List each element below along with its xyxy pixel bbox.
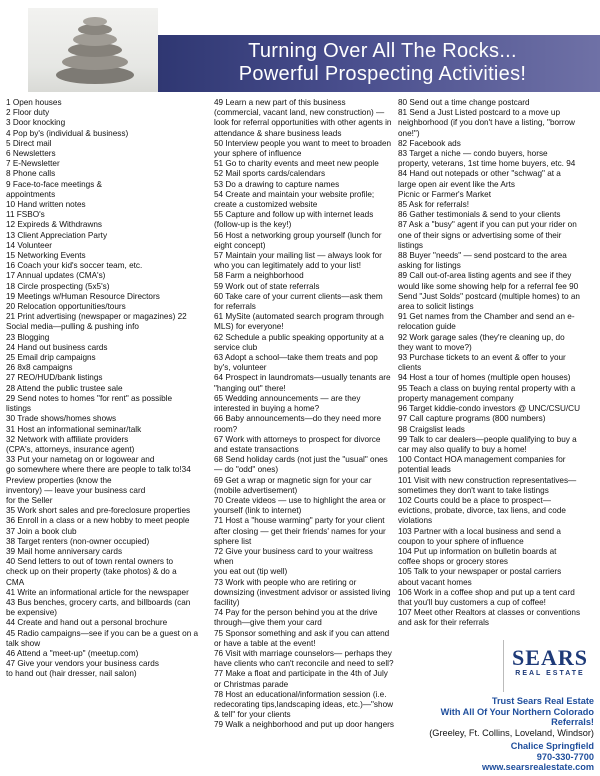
activity-line: 83 Target a niche — condo buyers, horse bbox=[398, 149, 548, 159]
activity-line: 38 Target renters (non-owner occupied) bbox=[6, 536, 150, 546]
activity-line: 21 Print advertising (newspaper or magazines) 22 bbox=[6, 312, 187, 322]
activity-line: listings bbox=[6, 404, 32, 414]
activity-line: interested in buying a home? bbox=[214, 404, 320, 414]
activity-line: 91 Get names from the Chamber and send an e- bbox=[398, 312, 575, 322]
activity-line: service club bbox=[214, 342, 258, 352]
activity-line: after closing — get their friends' names for your bbox=[214, 526, 386, 536]
page-header bbox=[0, 0, 600, 92]
sears-logo bbox=[503, 640, 596, 692]
activity-line: 11 FSBO's bbox=[6, 210, 45, 220]
agent-name: Chalice Springfield bbox=[510, 741, 594, 751]
logo-subtext: REAL ESTATE bbox=[515, 670, 585, 677]
activity-line: CMA bbox=[6, 577, 25, 587]
activity-line: that you'll buy customers a cup of coffee! bbox=[398, 597, 546, 607]
activity-line: 23 Blogging bbox=[6, 332, 50, 342]
activity-line: 84 Hand out notepads or other "schwag" at a bbox=[398, 169, 561, 179]
activity-line: about vacant homes bbox=[398, 577, 472, 587]
activity-line: & tell" for your clients bbox=[214, 710, 291, 720]
activity-line: one!") bbox=[398, 128, 420, 138]
activity-line: who you can legitimately add to your list! bbox=[214, 261, 361, 271]
activity-line: 66 Baby announcements—do they need more bbox=[214, 414, 382, 424]
website-link[interactable]: www.searsrealestate.com bbox=[481, 762, 594, 772]
activity-line: 24 Hand out business cards bbox=[6, 342, 108, 352]
activity-line: they want to move?) bbox=[398, 342, 472, 352]
activity-line: (follow-up is the key!) bbox=[214, 220, 292, 230]
activity-line: 79 Walk a neighborhood and put up door hangers bbox=[214, 720, 394, 730]
activity-line: your sphere of influence bbox=[214, 149, 302, 159]
activity-line: 9 Face-to-face meetings & bbox=[6, 179, 103, 189]
activity-line: 86 Gather testimonials & send to your clients bbox=[398, 210, 561, 220]
activity-line: 44 Create and hand out a personal brochure bbox=[6, 618, 168, 628]
activity-line: facility) bbox=[214, 597, 240, 607]
activity-line: 20 Relocation opportunities/tours bbox=[6, 302, 126, 312]
activity-line: 16 Coach your kid's soccer team, etc. bbox=[6, 261, 143, 271]
activity-line: 49 Learn a new part of this business bbox=[214, 98, 346, 107]
activity-line: 73 Work with people who are retiring or bbox=[214, 577, 357, 587]
activity-line: Preview properties (know the bbox=[6, 475, 112, 485]
activity-line: 69 Get a wrap or magnetic sign for your car bbox=[214, 475, 372, 485]
activity-line: 29 Send notes to homes "for rent" as possible bbox=[6, 393, 173, 403]
activity-line: 74 Pay for the person behind you at the drive bbox=[214, 608, 378, 618]
activity-line: 76 Visit with marriage counselors— perhaps they bbox=[214, 648, 392, 658]
tagline-2: With All Of Your Northern Colorado bbox=[440, 706, 594, 717]
activity-line: listings bbox=[398, 240, 424, 250]
activity-line: 8 Phone calls bbox=[6, 169, 56, 179]
activity-line: 81 Send a Just Listed postcard to a move up bbox=[398, 108, 561, 118]
activity-line: 39 Mail home anniversary cards bbox=[6, 546, 123, 556]
activity-line: relocation guide bbox=[398, 322, 456, 332]
page-title bbox=[170, 40, 595, 86]
activity-line: 97 Call capture programs (800 numbers) bbox=[398, 414, 546, 424]
activity-line: 71 Host a "house warming" party for your client bbox=[214, 516, 385, 526]
activity-line: 58 Farm a neighborhood bbox=[214, 271, 304, 281]
activity-line: 70 Create videos — use to highlight the area or bbox=[214, 495, 386, 505]
activity-line: talk show bbox=[6, 638, 41, 648]
activity-line: 107 Meet other Realtors at classes or conventions bbox=[398, 608, 581, 618]
activity-line: coffee shops or grocery stores bbox=[398, 557, 508, 567]
activity-line: 56 Host a networking group yourself (lunch for bbox=[214, 230, 382, 240]
activity-line: 41 Write an informational article for the newspaper bbox=[6, 587, 189, 597]
title-line-2: Powerful Prospecting Activities! bbox=[238, 63, 527, 85]
activity-line: 10 Hand written notes bbox=[6, 200, 86, 210]
activity-line: 85 Ask for referrals! bbox=[398, 200, 469, 210]
activity-line: 102 Courts could be a place to prospect— bbox=[398, 495, 551, 505]
activity-line: 12 Expireds & Withdrawns bbox=[6, 220, 103, 230]
activity-line: 98 Craigslist leads bbox=[398, 424, 465, 434]
activity-line: for referrals bbox=[214, 302, 256, 312]
activity-line: — do "odd" ones) bbox=[214, 465, 279, 475]
logo-wordmark: SEARS bbox=[512, 645, 588, 670]
activity-line: 36 Enroll in a class or a new hobby to meet people bbox=[6, 516, 190, 526]
activity-line: 37 Join a book club bbox=[6, 526, 77, 536]
activity-line: 6 Newsletters bbox=[6, 149, 56, 159]
activity-line: 77 Make a float and participate in the 4th of July bbox=[214, 669, 388, 679]
activities-column-2 bbox=[214, 98, 394, 731]
activity-line: large open air event like the Arts bbox=[398, 179, 515, 189]
activity-line: 67 Work with attorneys to prospect for divorce bbox=[214, 434, 381, 444]
activity-line: you eat out (tip well) bbox=[214, 567, 288, 577]
activity-line: 57 Maintain your mailing list — always look for bbox=[214, 251, 382, 261]
activity-line: attendance & share business leads bbox=[214, 128, 342, 138]
activity-line: Send "Just Solds" postcard (multiple homes) to an bbox=[398, 291, 580, 301]
activity-line: 52 Mail sports cards/calendars bbox=[214, 169, 326, 179]
activity-line: and ask for their referrals bbox=[398, 618, 490, 628]
activity-line: 45 Radio campaigns—see if you can be a guest on a bbox=[6, 628, 199, 638]
activity-line: 75 Sponsor something and ask if you can attend bbox=[214, 628, 390, 638]
activity-line: to hand out (hair dresser, nail salon) bbox=[6, 669, 137, 679]
contact-footer bbox=[334, 696, 594, 773]
activity-line: 59 Work out of state referrals bbox=[214, 281, 320, 291]
activity-line: 5 Direct mail bbox=[6, 138, 52, 148]
activity-line: 104 Put up information on bulletin boards at bbox=[398, 546, 557, 556]
tagline-1: Trust Sears Real Estate bbox=[491, 696, 594, 706]
activity-line: have clients who can't reconcile and need to sell? bbox=[214, 659, 394, 669]
activities-column-3 bbox=[398, 98, 596, 629]
title-line-1: Turning Over All The Rocks... bbox=[248, 40, 517, 62]
activity-line: for the Seller bbox=[6, 495, 53, 505]
activity-line: 17 Annual updates (CMA's) bbox=[6, 271, 106, 281]
activity-line: 62 Schedule a public speaking opportunity at a bbox=[214, 332, 384, 342]
activity-line: car may also qualify to buy a home! bbox=[398, 444, 527, 454]
activity-line: redecorating tips,landscaping ideas, etc.)—"show bbox=[214, 699, 394, 709]
activity-line: 25 Email drip campaigns bbox=[6, 353, 96, 363]
activity-line: 87 Ask a "busy" agent if you can put your rider on bbox=[398, 220, 577, 230]
activity-line: 26 8x8 campaigns bbox=[6, 363, 73, 373]
activity-line: would like some showing help for a referral fee 90 bbox=[398, 281, 579, 291]
activity-line: appointments bbox=[6, 189, 56, 199]
activity-line: 33 Put your nametag on or logowear and bbox=[6, 455, 155, 465]
activity-line: 106 Work in a coffee shop and put up a tent card bbox=[398, 587, 575, 597]
activity-line: 94 Host a tour of homes (multiple open houses) bbox=[398, 373, 571, 383]
activity-line: "hanging out" there! bbox=[214, 383, 286, 393]
activity-line: 31 Host an informational seminar/talk bbox=[6, 424, 142, 434]
activity-line: 63 Adopt a school—take them treats and pop bbox=[214, 353, 378, 363]
activity-line: 47 Give your vendors your business cards bbox=[6, 659, 159, 669]
activity-line: property, veterans, 1st time home buyers, etc. 94 bbox=[398, 159, 576, 169]
activity-line: 32 Network with affiliate providers bbox=[6, 434, 129, 444]
activity-line: neighborhood (if you don't have a listing, "borrow bbox=[398, 118, 575, 128]
activity-line: (mobile advertisement) bbox=[214, 485, 298, 495]
activity-line: 15 Networking Events bbox=[6, 251, 86, 261]
activity-line: 99 Talk to car dealers—people qualifying to buy a bbox=[398, 434, 577, 444]
activity-line: 55 Capture and follow up with internet leads bbox=[214, 210, 374, 220]
activity-line: one of their signs or advertising some of their bbox=[398, 230, 562, 240]
activity-line: 7 E-Newsletter bbox=[6, 159, 60, 169]
activity-line: clients bbox=[398, 363, 422, 373]
activity-line: evictions, probate, divorce, tax liens, and code bbox=[398, 506, 566, 516]
activity-line: (CPA's, attorneys, insurance agent) bbox=[6, 444, 135, 454]
activity-line: 61 MySite (automated search program through bbox=[214, 312, 384, 322]
activity-line: 103 Partner with a local business and send a bbox=[398, 526, 561, 536]
activity-line: asking for listings bbox=[398, 261, 461, 271]
activity-line: 88 Buyer "needs" — send postcard to the area bbox=[398, 251, 567, 261]
activity-line: 50 Interview people you want to meet to broaden bbox=[214, 138, 392, 148]
activity-line: 101 Visit with new construction representatives— bbox=[398, 475, 577, 485]
activity-line: 95 Teach a class on buying rental property with a bbox=[398, 383, 576, 393]
activity-line: 14 Volunteer bbox=[6, 240, 52, 250]
activity-line: downsizing (investment advisor or assisted living bbox=[214, 587, 391, 597]
activity-line: or Christmas parade bbox=[214, 679, 289, 689]
activities-column-1 bbox=[6, 98, 211, 680]
activity-line: room? bbox=[214, 424, 238, 434]
activity-line: property management company bbox=[398, 393, 514, 403]
activity-line: eight concept) bbox=[214, 240, 266, 250]
activity-line: 100 Contact HOA management companies for bbox=[398, 455, 566, 465]
activity-line: 54 Create and maintain your website profile; bbox=[214, 189, 375, 199]
activity-line: 18 Circle prospecting (5x5's) bbox=[6, 281, 110, 291]
activity-line: look for referral opportunities with other agents in bbox=[214, 118, 392, 128]
activity-line: 93 Purchase tickets to an event & offer to your bbox=[398, 353, 566, 363]
activity-line: area to solicit listings bbox=[398, 302, 474, 312]
activity-line: Picnic or Farmer's Market bbox=[398, 189, 492, 199]
activity-line: sometimes they don't want to take listings bbox=[398, 485, 549, 495]
activity-line: 53 Do a drawing to capture names bbox=[214, 179, 340, 189]
activity-line: or have a table at the event! bbox=[214, 638, 316, 648]
activity-line: 64 Prospect in laundromats—usually tenants are bbox=[214, 373, 391, 383]
activity-line: 1 Open houses bbox=[6, 98, 62, 107]
stacked-rocks-image bbox=[28, 8, 158, 92]
activity-line: 82 Facebook ads bbox=[398, 138, 461, 148]
activity-line: 4 Pop by's (individual & business) bbox=[6, 128, 129, 138]
activity-line: 72 Give your business card to your waitress when bbox=[214, 546, 373, 567]
activity-line: 19 Meetings w/Human Resource Directors bbox=[6, 291, 160, 301]
activity-line: 28 Attend the public trustee sale bbox=[6, 383, 123, 393]
activity-line: 68 Send holiday cards (not just the "usual" ones bbox=[214, 455, 388, 465]
activity-line: coupon to your sphere of influence bbox=[398, 536, 524, 546]
activity-line: 13 Client Appreciation Party bbox=[6, 230, 108, 240]
activity-line: 3 Door knocking bbox=[6, 118, 66, 128]
activity-line: check up on their property (take photos) & do a bbox=[6, 567, 177, 577]
activity-line: 43 Bus benches, grocery carts, and billboards (can bbox=[6, 597, 191, 607]
activity-line: yourself (link to internet) bbox=[214, 506, 302, 516]
activity-line: 27 REO/HUD/bank listings bbox=[6, 373, 103, 383]
activity-line: go somewhere where there are people to talk to!34 bbox=[6, 465, 191, 475]
activity-line: 80 Send out a time change postcard bbox=[398, 98, 530, 107]
activity-line: Social media—pulling & pushing info bbox=[6, 322, 139, 332]
activity-line: potential leads bbox=[398, 465, 451, 475]
agent-phone: 970-330-7700 bbox=[536, 751, 594, 762]
activity-line: 105 Talk to your newspaper or postal carriers bbox=[398, 567, 562, 577]
activity-line: 51 Go to charity events and meet new people bbox=[214, 159, 379, 169]
activity-line: (commercial, vacant land, new construction) — bbox=[214, 108, 385, 118]
activity-line: 2 Floor duty bbox=[6, 108, 50, 118]
activity-line: MLS) for everyone! bbox=[214, 322, 284, 332]
activity-line: 40 Send letters to out of town rental owners to bbox=[6, 557, 174, 567]
activity-line: 46 Attend a "meet-up" (meetup.com) bbox=[6, 648, 139, 658]
activity-line: inventory) — leave your business card bbox=[6, 485, 146, 495]
activity-line: be expensive) bbox=[6, 608, 57, 618]
activity-line: violations bbox=[398, 516, 433, 526]
activity-line: 78 Host an educational/information session (i.e. bbox=[214, 689, 387, 699]
activity-line: 30 Trade shows/homes shows bbox=[6, 414, 117, 424]
activity-line: 89 Call out-of-area listing agents and see if they bbox=[398, 271, 572, 281]
tagline-3: Referrals! bbox=[551, 717, 594, 727]
activity-line: create a customized website bbox=[214, 200, 318, 210]
activity-line: by's, volunteer bbox=[214, 363, 267, 373]
activity-line: 65 Wedding announcements — are they bbox=[214, 393, 361, 403]
activity-line: 35 Work short sales and pre-foreclosure properties bbox=[6, 506, 191, 516]
activity-line: 92 Work garage sales (they're cleaning up, do bbox=[398, 332, 565, 342]
activity-line: sphere list bbox=[214, 536, 252, 546]
activity-line: through—give them your card bbox=[214, 618, 322, 628]
activity-line: and estate transactions bbox=[214, 444, 299, 454]
activity-line: 60 Take care of your current clients—ask them bbox=[214, 291, 383, 301]
cities-served: (Greeley, Ft. Collins, Loveland, Windsor) bbox=[429, 727, 594, 738]
activity-line: 96 Target kiddie-condo investors @ UNC/CSU/CU bbox=[398, 404, 580, 414]
